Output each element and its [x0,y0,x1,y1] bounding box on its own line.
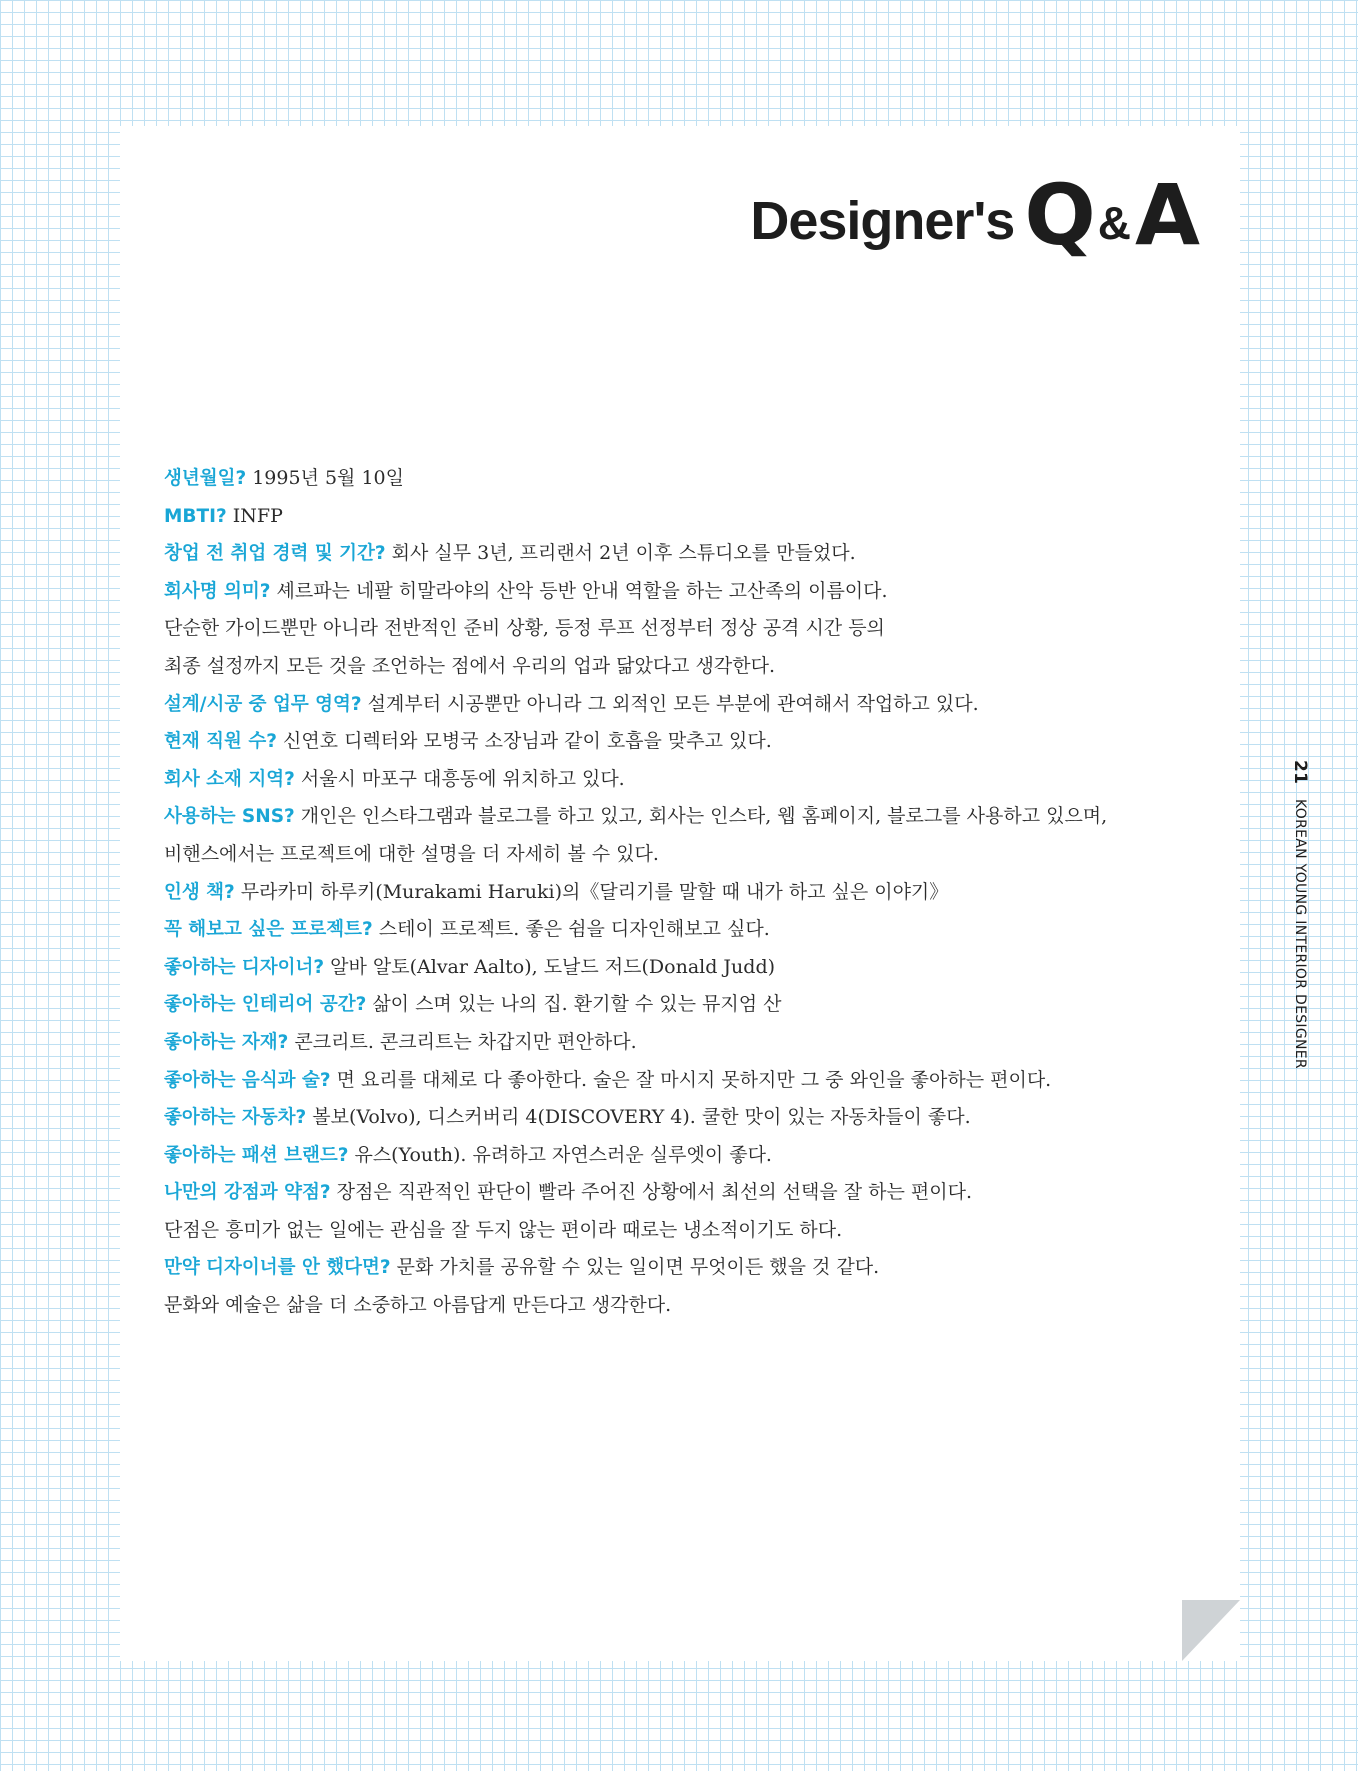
question-label: 나만의 강점과 약점? [164,1182,331,1204]
question-label: 좋아하는 자동차? [164,1107,307,1129]
qa-line [164,610,1184,648]
qa-line [164,1212,1184,1250]
answer-text: 회사 실무 3년, 프리랜서 2년 이후 스튜디오를 만들었다. [391,542,856,565]
qa-line [164,1249,1184,1287]
question-label: 좋아하는 인테리어 공간? [164,994,367,1016]
answer-text: 셰르파는 네팔 히말라야의 산악 등반 안내 역할을 하는 고산족의 이름이다. [276,579,888,602]
answer-text: 단점은 흥미가 없는 일에는 관심을 잘 두지 않는 편이라 때로는 냉소적이기도 하다. [164,1218,843,1241]
answer-text: 비핸스에서는 프로젝트에 대한 설명을 더 자세히 볼 수 있다. [164,842,659,865]
answer-text: 볼보(Volvo), 디스커버리 4(DISCOVERY 4). 쿨한 맛이 있는 자동차들이 좋다. [312,1106,971,1129]
question-label: 좋아하는 자재? [164,1031,289,1053]
question-label: 꼭 해보고 싶은 프로젝트? [164,919,373,941]
qa-line [164,911,1184,949]
question-label: 좋아하는 음식과 술? [164,1069,331,1091]
answer-text: 설계부터 시공뿐만 아니라 그 외적인 모든 부분에 관여해서 작업하고 있다. [367,692,979,715]
answer-text: 문화 가치를 공유할 수 있는 일이면 무엇이든 했을 것 같다. [396,1256,880,1279]
qa-line [164,460,1184,498]
answer-text: 콘크리트. 콘크리트는 차갑지만 편안하다. [294,1030,637,1053]
question-label: 사용하는 SNS? [164,806,295,828]
qa-line [164,798,1184,836]
answer-text: 최종 설정까지 모든 것을 조언하는 점에서 우리의 업과 닮았다고 생각한다. [164,654,776,677]
question-label: 좋아하는 디자이너? [164,956,325,978]
question-label: 창업 전 취업 경력 및 기간? [164,543,386,565]
title-q: Q [1024,166,1094,264]
qa-line [164,949,1184,987]
title-ampersand: & [1097,196,1131,249]
answer-text: 삶이 스며 있는 나의 집. 환기할 수 있는 뮤지엄 산 [372,993,782,1016]
qa-line [164,686,1184,724]
question-label: 현재 직원 수? [164,731,277,753]
answer-text: 서울시 마포구 대흥동에 위치하고 있다. [300,767,625,790]
page-curl-icon [1182,1600,1240,1661]
qa-line [164,1137,1184,1175]
side-running-head [1290,760,1310,1069]
qa-line [164,836,1184,874]
title-word: Designer's [750,190,1015,251]
qa-line [164,1062,1184,1100]
title-a: A [1134,166,1198,264]
magazine-section-label: KOREAN YOUNG INTERIOR DESIGNER [1292,799,1308,1069]
qa-line [164,648,1184,686]
page-title [750,166,1198,264]
qa-line [164,498,1184,536]
question-label: 회사명 의미? [164,580,271,602]
qa-line [164,761,1184,799]
qa-line [164,1024,1184,1062]
question-label: 좋아하는 패션 브랜드? [164,1144,349,1166]
question-label: 설계/시공 중 업무 영역? [164,693,362,715]
qa-line [164,986,1184,1024]
question-label: MBTI? [164,505,227,527]
answer-text: 신연호 디렉터와 모병국 소장님과 같이 호흡을 맞추고 있다. [282,730,772,753]
question-label: 인생 책? [164,881,235,903]
qa-list [164,460,1184,1325]
qa-line [164,1174,1184,1212]
answer-text: 단순한 가이드뿐만 아니라 전반적인 준비 상황, 등정 루프 선정부터 정상 공격 시간 등의 [164,617,885,640]
question-label: 회사 소재 지역? [164,768,295,790]
answer-text: 개인은 인스타그램과 블로그를 하고 있고, 회사는 인스타, 웹 홈페이지, 블로그를 사용하고 있으며, [300,805,1108,828]
answer-text: 장점은 직관적인 판단이 빨라 주어진 상황에서 최선의 선택을 잘 하는 편이다. [336,1181,973,1204]
qa-line [164,573,1184,611]
answer-text: 유스(Youth). 유려하고 자연스러운 실루엣이 좋다. [354,1143,772,1166]
answer-text: 스테이 프로젝트. 좋은 쉼을 디자인해보고 싶다. [378,918,770,941]
question-label: 만약 디자이너를 안 했다면? [164,1257,391,1279]
answer-text: 문화와 예술은 삶을 더 소중하고 아름답게 만든다고 생각한다. [164,1294,672,1317]
question-label: 생년월일? [164,468,247,489]
qa-line [164,723,1184,761]
answer-text: 무라카미 하루키(Murakami Haruki)의《달리기를 말할 때 내가 하고 싶은 이야기》 [240,880,949,903]
answer-text: INFP [232,504,283,527]
qa-line [164,535,1184,573]
qa-line [164,874,1184,912]
qa-line [164,1287,1184,1325]
answer-text: 면 요리를 대체로 다 좋아한다. 술은 잘 마시지 못하지만 그 중 와인을 좋아하는 편이다. [336,1068,1052,1091]
answer-text: 1995년 5월 10일 [252,467,404,489]
page-number: 21 [1290,760,1310,785]
answer-text: 알바 알토(Alvar Aalto), 도날드 저드(Donald Judd) [330,955,776,978]
qa-line [164,1099,1184,1137]
